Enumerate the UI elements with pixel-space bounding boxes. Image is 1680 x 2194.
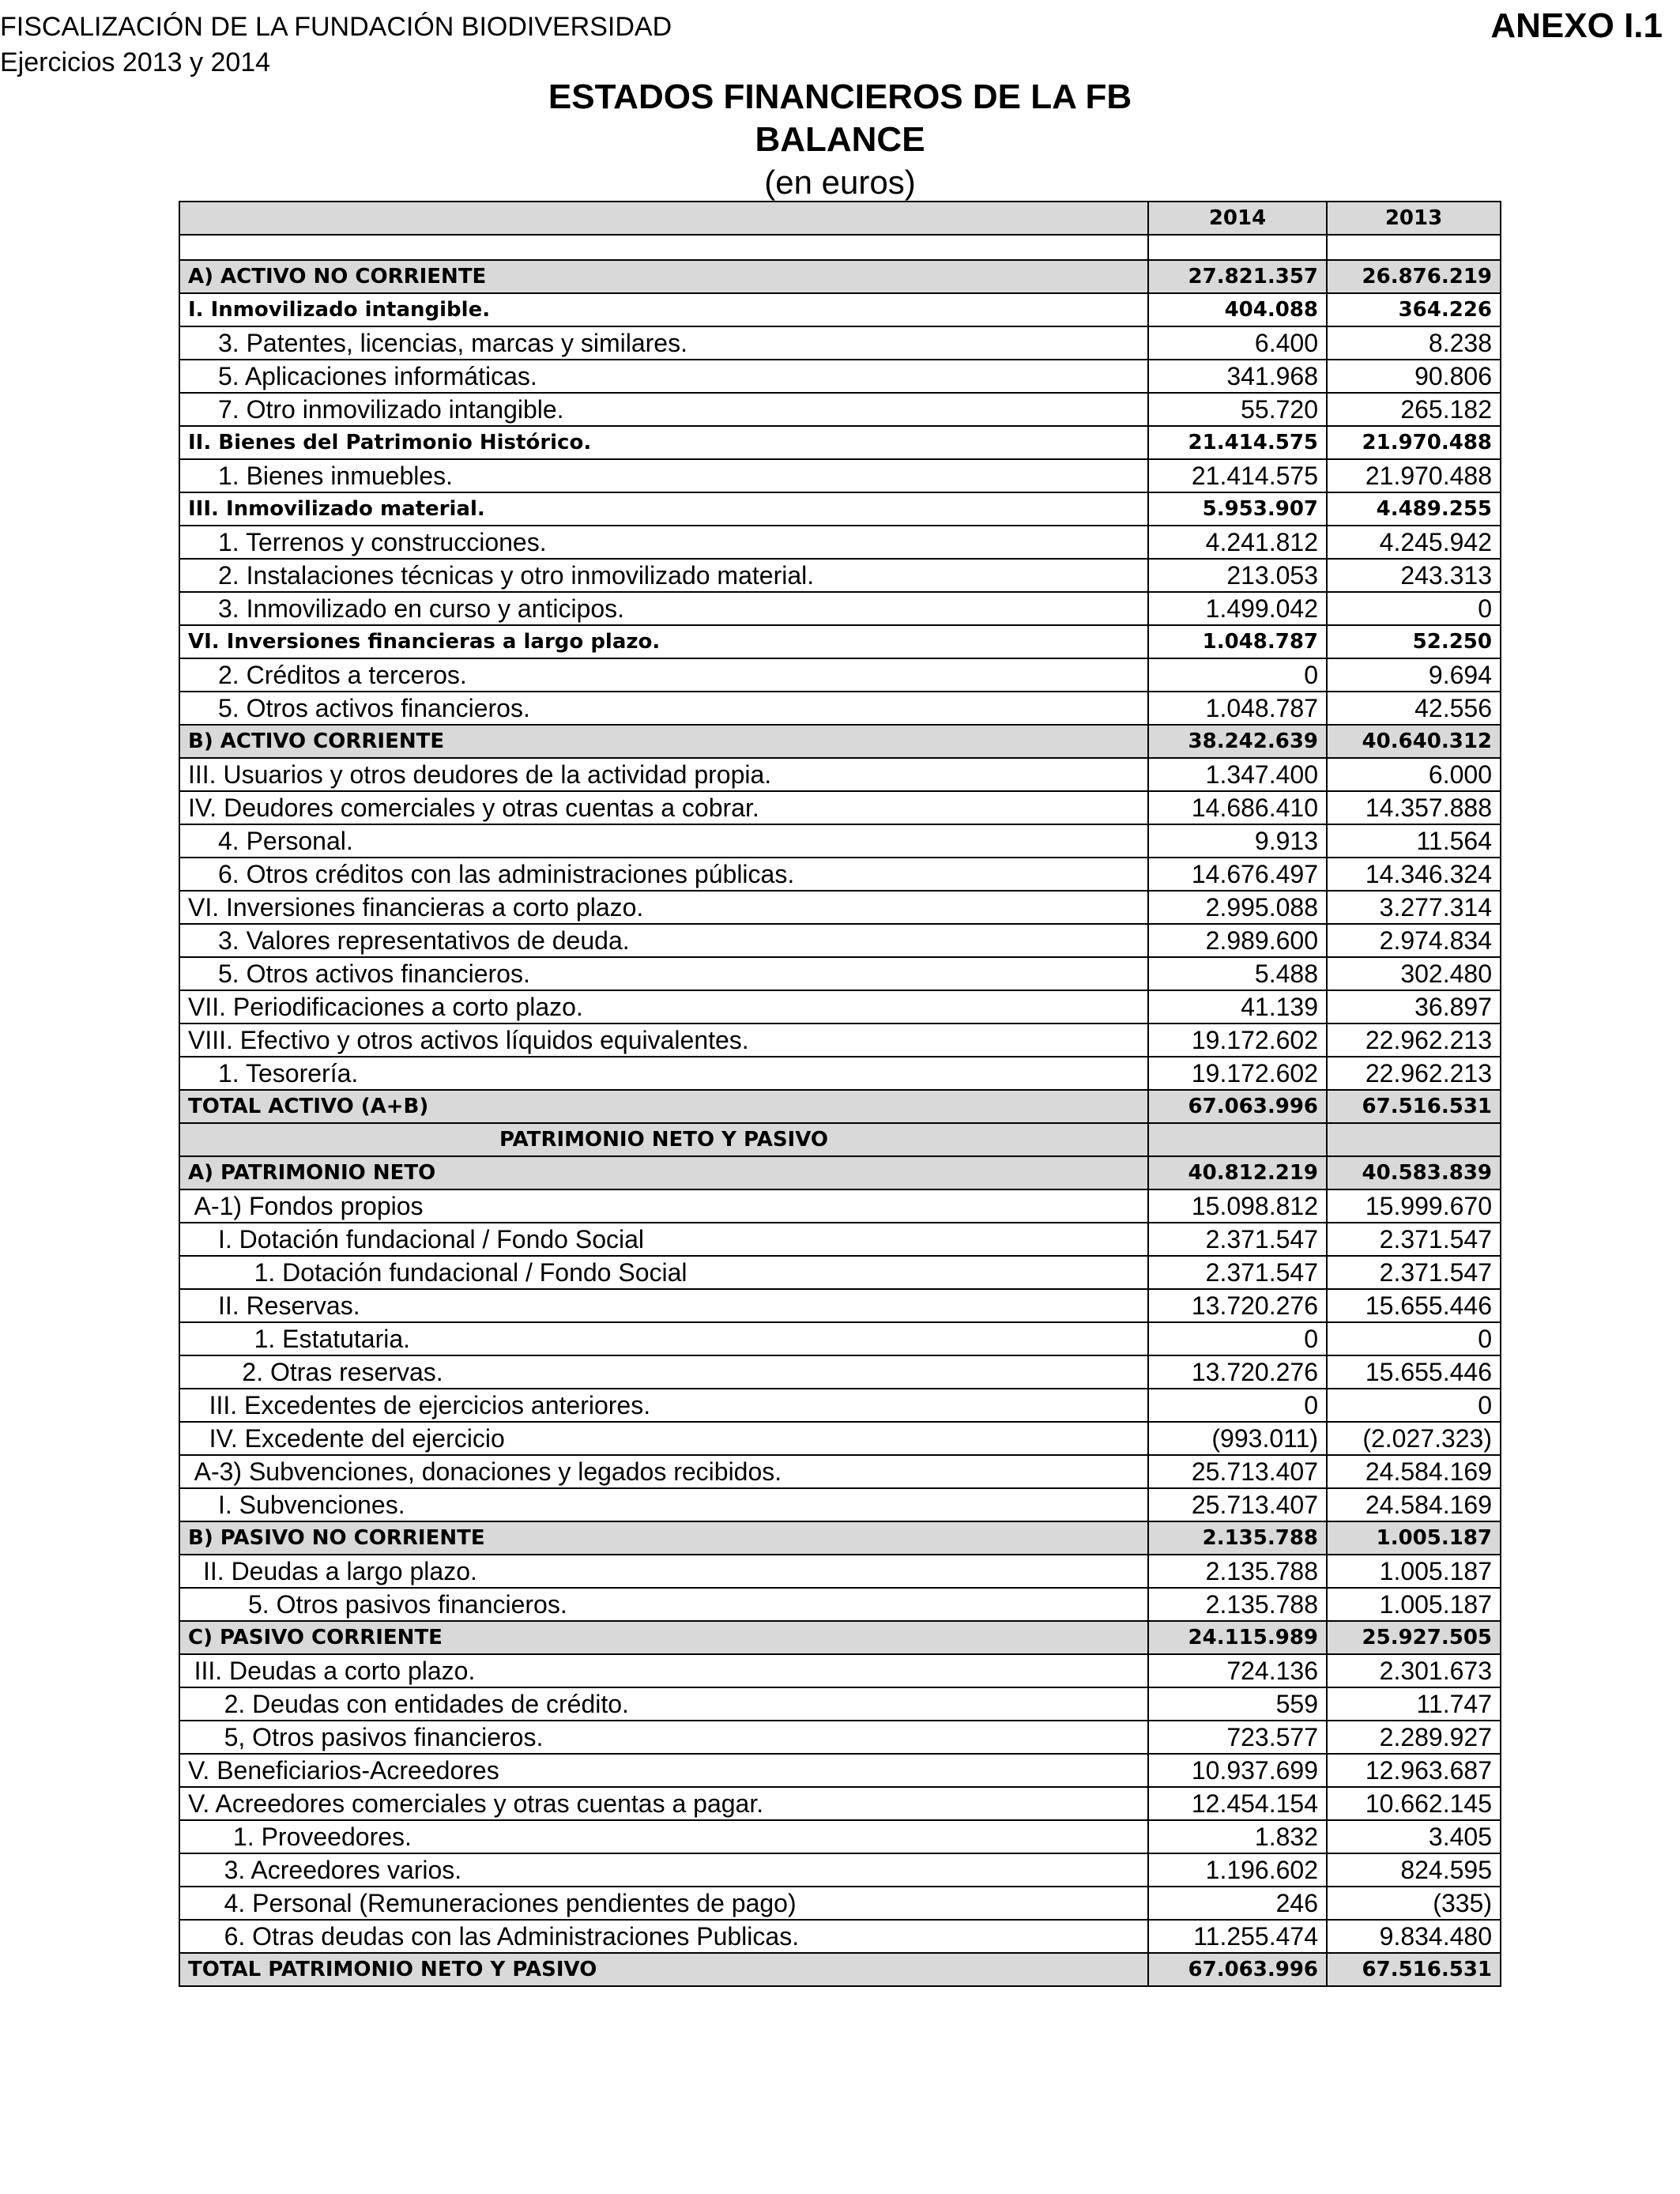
- row-label: VIII. Efectivo y otros activos líquidos equivalentes.: [179, 1023, 1148, 1057]
- table-row: [179, 1521, 1501, 1555]
- annex-label: ANEXO I.1: [1490, 6, 1663, 45]
- table-row: [179, 725, 1501, 758]
- row-label: A-1) Fondos propios: [179, 1189, 1148, 1223]
- row-label: I. Subvenciones.: [179, 1488, 1148, 1521]
- spacer-row: [179, 235, 1501, 260]
- value-2013: 36.897: [1327, 990, 1501, 1023]
- value-2013: 2.371.547: [1327, 1256, 1501, 1289]
- table-row: [179, 559, 1501, 592]
- header-year-2014: 2014: [1148, 202, 1327, 235]
- row-label: 1. Terrenos y construcciones.: [179, 526, 1148, 559]
- row-label: VI. Inversiones financieras a largo plazo.: [179, 625, 1148, 658]
- row-label: A) PATRIMONIO NETO: [179, 1156, 1148, 1189]
- value-2013: 15.655.446: [1327, 1289, 1501, 1322]
- row-label: 5. Otros pasivos financieros.: [179, 1588, 1148, 1621]
- statement-title: ESTADOS FINANCIEROS DE LA FB: [548, 77, 1132, 116]
- value-2014: 1.347.400: [1148, 758, 1327, 791]
- row-label: II. Deudas a largo plazo.: [179, 1555, 1148, 1588]
- table-row: [179, 1355, 1501, 1389]
- table-row: [179, 1920, 1501, 1953]
- value-2014: 0: [1148, 1322, 1327, 1355]
- row-label: V. Acreedores comerciales y otras cuentas a pagar.: [179, 1787, 1148, 1820]
- balance-title: BALANCE: [755, 120, 925, 159]
- value-2014: 1.048.787: [1148, 625, 1327, 658]
- table-row: [179, 1687, 1501, 1721]
- table-row: [179, 1057, 1501, 1090]
- row-label: 6. Otros créditos con las administraciones públicas.: [179, 858, 1148, 891]
- row-label: 3. Valores representativos de deuda.: [179, 924, 1148, 957]
- value-2014: 2.135.788: [1148, 1588, 1327, 1621]
- value-2014: 6.400: [1148, 326, 1327, 360]
- value-2014: 21.414.575: [1148, 426, 1327, 459]
- value-2013: 42.556: [1327, 692, 1501, 725]
- row-label: I. Inmovilizado intangible.: [179, 293, 1148, 326]
- row-label: V. Beneficiarios-Acreedores: [179, 1754, 1148, 1787]
- value-2014: 15.098.812: [1148, 1189, 1327, 1223]
- value-2014: 404.088: [1148, 293, 1327, 326]
- table-row: [179, 1023, 1501, 1057]
- table-row: [179, 1123, 1501, 1156]
- row-label: 3. Acreedores varios.: [179, 1853, 1148, 1887]
- row-label: TOTAL PATRIMONIO NETO Y PASIVO: [179, 1953, 1148, 1986]
- value-2013: 14.357.888: [1327, 791, 1501, 824]
- value-2013: 2.289.927: [1327, 1721, 1501, 1754]
- value-2014: 25.713.407: [1148, 1455, 1327, 1488]
- table-row: [179, 426, 1501, 459]
- currency-note: (en euros): [764, 164, 916, 201]
- value-2014: 0: [1148, 658, 1327, 692]
- row-label: A) ACTIVO NO CORRIENTE: [179, 260, 1148, 293]
- value-2014: 24.115.989: [1148, 1621, 1327, 1654]
- value-2014: 9.913: [1148, 824, 1327, 858]
- value-2013: 364.226: [1327, 293, 1501, 326]
- row-label: TOTAL ACTIVO (A+B): [179, 1090, 1148, 1123]
- table-row: [179, 360, 1501, 393]
- value-2014: (993.011): [1148, 1422, 1327, 1455]
- value-2013: 12.963.687: [1327, 1754, 1501, 1787]
- row-label: VII. Periodificaciones a corto plazo.: [179, 990, 1148, 1023]
- value-2014: 19.172.602: [1148, 1057, 1327, 1090]
- value-2013: (2.027.323): [1327, 1422, 1501, 1455]
- value-2013: 2.371.547: [1327, 1223, 1501, 1256]
- table-row: [179, 1555, 1501, 1588]
- value-2014: 55.720: [1148, 393, 1327, 426]
- value-2013: 24.584.169: [1327, 1455, 1501, 1488]
- row-label: 7. Otro inmovilizado intangible.: [179, 393, 1148, 426]
- value-2013: 1.005.187: [1327, 1588, 1501, 1621]
- value-2013: 15.655.446: [1327, 1355, 1501, 1389]
- table-row: [179, 1455, 1501, 1488]
- value-2013: 302.480: [1327, 957, 1501, 990]
- row-label: 2. Deudas con entidades de crédito.: [179, 1687, 1148, 1721]
- table-row: [179, 592, 1501, 625]
- value-2013: 15.999.670: [1327, 1189, 1501, 1223]
- header-year-2013: 2013: [1327, 202, 1501, 235]
- value-2014: 1.499.042: [1148, 592, 1327, 625]
- table-row: [179, 758, 1501, 791]
- value-2014: 1.196.602: [1148, 1853, 1327, 1887]
- row-label: B) PASIVO NO CORRIENTE: [179, 1521, 1148, 1555]
- row-label: C) PASIVO CORRIENTE: [179, 1621, 1148, 1654]
- value-2013: 67.516.531: [1327, 1090, 1501, 1123]
- table-row: [179, 625, 1501, 658]
- value-2014: 341.968: [1148, 360, 1327, 393]
- value-2013: 4.245.942: [1327, 526, 1501, 559]
- row-label: I. Dotación fundacional / Fondo Social: [179, 1223, 1148, 1256]
- value-2014: 4.241.812: [1148, 526, 1327, 559]
- row-label: 1. Proveedores.: [179, 1820, 1148, 1853]
- balance-table: [179, 201, 1501, 1987]
- value-2013: 11.564: [1327, 824, 1501, 858]
- value-2014: 246: [1148, 1887, 1327, 1920]
- value-2014: 2.135.788: [1148, 1521, 1327, 1555]
- value-2013: 6.000: [1327, 758, 1501, 791]
- table-row: [179, 1322, 1501, 1355]
- row-label: 1. Estatutaria.: [179, 1322, 1148, 1355]
- value-2013: 0: [1327, 592, 1501, 625]
- value-2014: 14.676.497: [1148, 858, 1327, 891]
- value-2013: 40.583.839: [1327, 1156, 1501, 1189]
- row-label: 5. Otros activos financieros.: [179, 692, 1148, 725]
- header-label-cell: [179, 202, 1148, 235]
- table-row: [179, 990, 1501, 1023]
- value-2013: 11.747: [1327, 1687, 1501, 1721]
- value-2014: 2.371.547: [1148, 1223, 1327, 1256]
- table-row: [179, 459, 1501, 492]
- value-2013: 40.640.312: [1327, 725, 1501, 758]
- value-2013: 10.662.145: [1327, 1787, 1501, 1820]
- value-2014: 21.414.575: [1148, 459, 1327, 492]
- value-2014: 14.686.410: [1148, 791, 1327, 824]
- table-row: [179, 1223, 1501, 1256]
- value-2014: 559: [1148, 1687, 1327, 1721]
- value-2014: 5.953.907: [1148, 492, 1327, 526]
- table-row: [179, 1090, 1501, 1123]
- value-2013: 52.250: [1327, 625, 1501, 658]
- value-2013: 22.962.213: [1327, 1057, 1501, 1090]
- table-row: [179, 293, 1501, 326]
- row-label: VI. Inversiones financieras a corto plazo.: [179, 891, 1148, 924]
- value-2014: 27.821.357: [1148, 260, 1327, 293]
- table-row: [179, 1289, 1501, 1322]
- table-row: [179, 393, 1501, 426]
- row-label: 2. Instalaciones técnicas y otro inmovilizado material.: [179, 559, 1148, 592]
- value-2013: 2.301.673: [1327, 1654, 1501, 1687]
- value-2014: 1.048.787: [1148, 692, 1327, 725]
- table-row: [179, 1853, 1501, 1887]
- value-2013: 0: [1327, 1389, 1501, 1422]
- row-label: 5. Aplicaciones informáticas.: [179, 360, 1148, 393]
- value-2013: 25.927.505: [1327, 1621, 1501, 1654]
- value-2013: 21.970.488: [1327, 459, 1501, 492]
- table-row: [179, 891, 1501, 924]
- value-2013: 67.516.531: [1327, 1953, 1501, 1986]
- table-row: [179, 924, 1501, 957]
- row-label: II. Bienes del Patrimonio Histórico.: [179, 426, 1148, 459]
- value-2014: 38.242.639: [1148, 725, 1327, 758]
- table-row: [179, 1189, 1501, 1223]
- value-2014: 13.720.276: [1148, 1289, 1327, 1322]
- value-2014: 0: [1148, 1389, 1327, 1422]
- table-row: [179, 692, 1501, 725]
- spacer-cell: [1148, 235, 1327, 260]
- value-2013: 0: [1327, 1322, 1501, 1355]
- table-row: [179, 492, 1501, 526]
- table-row: [179, 791, 1501, 824]
- table-row: [179, 1721, 1501, 1754]
- value-2014: 11.255.474: [1148, 1920, 1327, 1953]
- value-2014: [1148, 1123, 1327, 1156]
- document-titles: [0, 76, 1680, 204]
- spacer-cell: [179, 235, 1148, 260]
- value-2013: 8.238: [1327, 326, 1501, 360]
- value-2013: 22.962.213: [1327, 1023, 1501, 1057]
- value-2014: 5.488: [1148, 957, 1327, 990]
- value-2013: 243.313: [1327, 559, 1501, 592]
- table-header-row: [179, 202, 1501, 235]
- row-label: IV. Deudores comerciales y otras cuentas a cobrar.: [179, 791, 1148, 824]
- value-2014: 67.063.996: [1148, 1953, 1327, 1986]
- table-row: [179, 526, 1501, 559]
- row-label: III. Inmovilizado material.: [179, 492, 1148, 526]
- value-2014: 67.063.996: [1148, 1090, 1327, 1123]
- value-2013: 24.584.169: [1327, 1488, 1501, 1521]
- row-label: III. Deudas a corto plazo.: [179, 1654, 1148, 1687]
- table-row: [179, 1156, 1501, 1189]
- row-label: 1. Bienes inmuebles.: [179, 459, 1148, 492]
- value-2013: 21.970.488: [1327, 426, 1501, 459]
- value-2014: 2.989.600: [1148, 924, 1327, 957]
- table-row: [179, 1621, 1501, 1654]
- value-2013: 3.277.314: [1327, 891, 1501, 924]
- table-row: [179, 858, 1501, 891]
- value-2013: 90.806: [1327, 360, 1501, 393]
- value-2014: 723.577: [1148, 1721, 1327, 1754]
- table-row: [179, 658, 1501, 692]
- row-label: III. Excedentes de ejercicios anteriores.: [179, 1389, 1148, 1422]
- row-label: PATRIMONIO NETO Y PASIVO: [179, 1123, 1148, 1156]
- row-label: A-3) Subvenciones, donaciones y legados recibidos.: [179, 1455, 1148, 1488]
- row-label: 2. Otras reservas.: [179, 1355, 1148, 1389]
- row-label: 4. Personal.: [179, 824, 1148, 858]
- table-row: [179, 1754, 1501, 1787]
- value-2013: 9.834.480: [1327, 1920, 1501, 1953]
- value-2014: 12.454.154: [1148, 1787, 1327, 1820]
- row-label: 1. Dotación fundacional / Fondo Social: [179, 1256, 1148, 1289]
- row-label: B) ACTIVO CORRIENTE: [179, 725, 1148, 758]
- value-2014: 1.832: [1148, 1820, 1327, 1853]
- row-label: 6. Otras deudas con las Administraciones Publicas.: [179, 1920, 1148, 1953]
- row-label: III. Usuarios y otros deudores de la actividad propia.: [179, 758, 1148, 791]
- value-2013: 265.182: [1327, 393, 1501, 426]
- table-row: [179, 1787, 1501, 1820]
- value-2013: 9.694: [1327, 658, 1501, 692]
- value-2013: 824.595: [1327, 1853, 1501, 1887]
- value-2014: 13.720.276: [1148, 1355, 1327, 1389]
- table-row: [179, 1887, 1501, 1920]
- table-row: [179, 1654, 1501, 1687]
- value-2014: 25.713.407: [1148, 1488, 1327, 1521]
- table-row: [179, 326, 1501, 360]
- value-2013: 26.876.219: [1327, 260, 1501, 293]
- value-2014: 41.139: [1148, 990, 1327, 1023]
- table-row: [179, 1488, 1501, 1521]
- period-subtitle: Ejercicios 2013 y 2014: [0, 47, 271, 77]
- row-label: II. Reservas.: [179, 1289, 1148, 1322]
- value-2013: 3.405: [1327, 1820, 1501, 1853]
- value-2013: 1.005.187: [1327, 1521, 1501, 1555]
- row-label: 5, Otros pasivos financieros.: [179, 1721, 1148, 1754]
- value-2013: 2.974.834: [1327, 924, 1501, 957]
- table-row: [179, 1953, 1501, 1986]
- row-label: 3. Inmovilizado en curso y anticipos.: [179, 592, 1148, 625]
- row-label: 5. Otros activos financieros.: [179, 957, 1148, 990]
- table-row: [179, 1389, 1501, 1422]
- organization-title: FISCALIZACIÓN DE LA FUNDACIÓN BIODIVERSIDAD: [0, 12, 672, 42]
- value-2013: 14.346.324: [1327, 858, 1501, 891]
- value-2013: 4.489.255: [1327, 492, 1501, 526]
- row-label: 2. Créditos a terceros.: [179, 658, 1148, 692]
- balance-table-body: [179, 202, 1501, 1986]
- value-2013: (335): [1327, 1887, 1501, 1920]
- table-row: [179, 824, 1501, 858]
- value-2014: 2.371.547: [1148, 1256, 1327, 1289]
- value-2013: 1.005.187: [1327, 1555, 1501, 1588]
- table-row: [179, 1256, 1501, 1289]
- value-2013: [1327, 1123, 1501, 1156]
- table-row: [179, 1422, 1501, 1455]
- value-2014: 2.135.788: [1148, 1555, 1327, 1588]
- value-2014: 19.172.602: [1148, 1023, 1327, 1057]
- table-row: [179, 957, 1501, 990]
- page-header: [0, 9, 672, 81]
- row-label: 4. Personal (Remuneraciones pendientes de pago): [179, 1887, 1148, 1920]
- table-row: [179, 260, 1501, 293]
- value-2014: 2.995.088: [1148, 891, 1327, 924]
- row-label: 1. Tesorería.: [179, 1057, 1148, 1090]
- table-row: [179, 1588, 1501, 1621]
- value-2014: 40.812.219: [1148, 1156, 1327, 1189]
- value-2014: 10.937.699: [1148, 1754, 1327, 1787]
- spacer-cell: [1327, 235, 1501, 260]
- row-label: 3. Patentes, licencias, marcas y similares.: [179, 326, 1148, 360]
- row-label: IV. Excedente del ejercicio: [179, 1422, 1148, 1455]
- value-2014: 724.136: [1148, 1654, 1327, 1687]
- value-2014: 213.053: [1148, 559, 1327, 592]
- table-row: [179, 1820, 1501, 1853]
